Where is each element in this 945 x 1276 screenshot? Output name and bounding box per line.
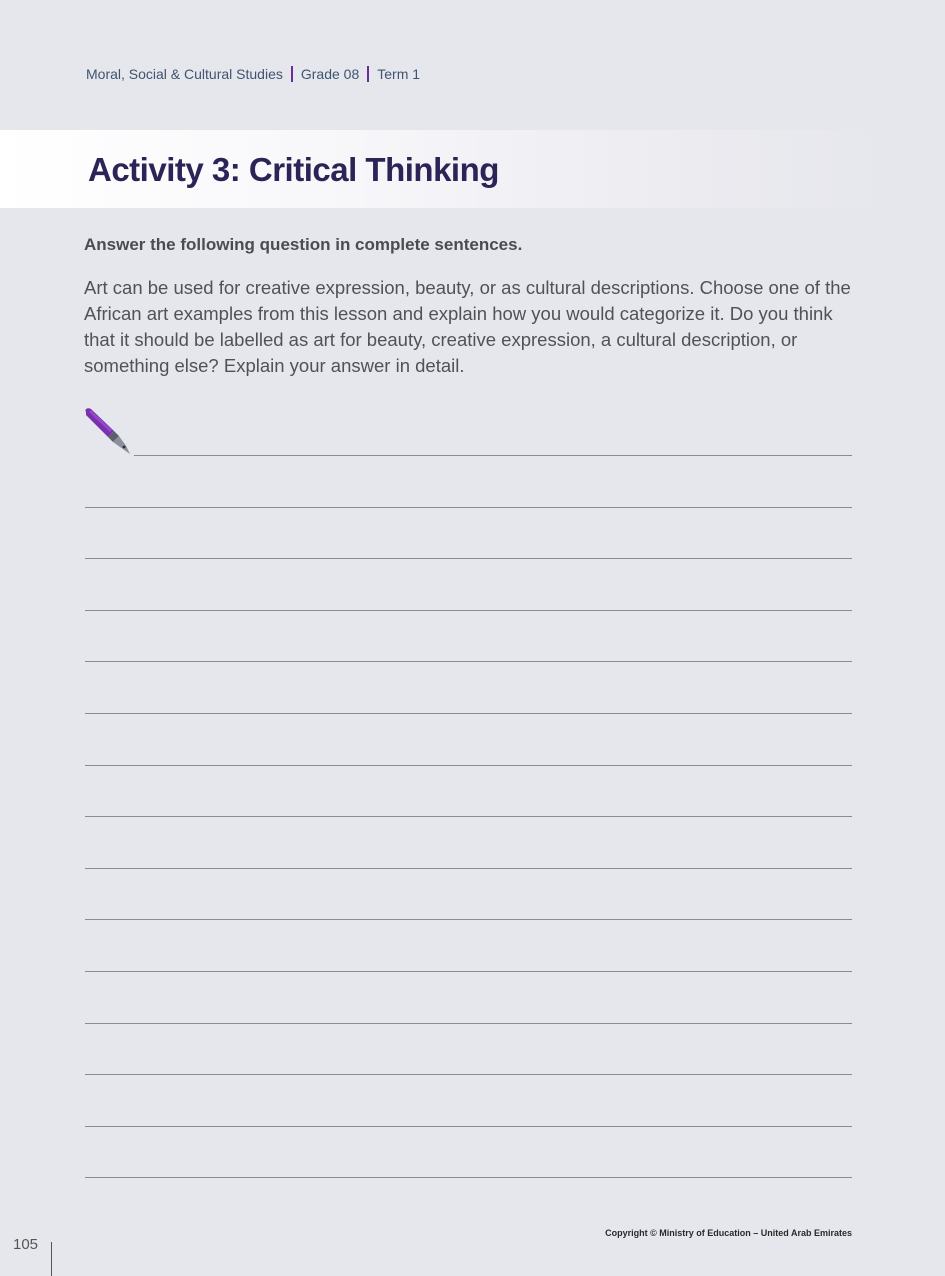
answer-line[interactable]: [85, 507, 852, 508]
breadcrumb-separator: [367, 66, 369, 82]
answer-line[interactable]: [85, 971, 852, 972]
answer-line[interactable]: [85, 1023, 852, 1024]
breadcrumb: [86, 66, 420, 82]
question-text: Art can be used for creative expression, beauty, or as cultural descriptions. Choose one of the African art examples from this lesson and explain how you would categorize it. Do you think that it should be labelled as art for beauty, creative expression, a cultural description, or something else? Explain your answer in detail.: [84, 277, 851, 376]
answer-line[interactable]: [85, 919, 852, 920]
answer-line[interactable]: [85, 610, 852, 611]
breadcrumb-separator: [291, 66, 293, 82]
page-number: 105: [13, 1236, 39, 1253]
answer-line[interactable]: [85, 1126, 852, 1127]
answer-line[interactable]: [85, 558, 852, 559]
answer-line[interactable]: [85, 661, 852, 662]
breadcrumb-grade: Grade 08: [300, 66, 360, 82]
pen-icon: [82, 406, 134, 458]
answer-line[interactable]: [85, 1074, 852, 1075]
answer-line[interactable]: [85, 816, 852, 817]
answer-line[interactable]: [134, 455, 852, 456]
answer-line[interactable]: [85, 868, 852, 869]
breadcrumb-subject: Moral, Social & Cultural Studies: [86, 66, 283, 82]
page-title: Activity 3: Critical Thinking: [88, 151, 499, 188]
answer-line[interactable]: [85, 765, 852, 766]
page-number-divider: [51, 1242, 52, 1276]
answer-line[interactable]: [85, 1177, 852, 1178]
copyright-notice: Copyright © Ministry of Education – United Arab Emirates: [605, 1228, 852, 1238]
breadcrumb-term: Term 1: [377, 66, 421, 82]
answer-line[interactable]: [85, 713, 852, 714]
instruction-text: Answer the following question in complete sentences.: [84, 235, 523, 254]
